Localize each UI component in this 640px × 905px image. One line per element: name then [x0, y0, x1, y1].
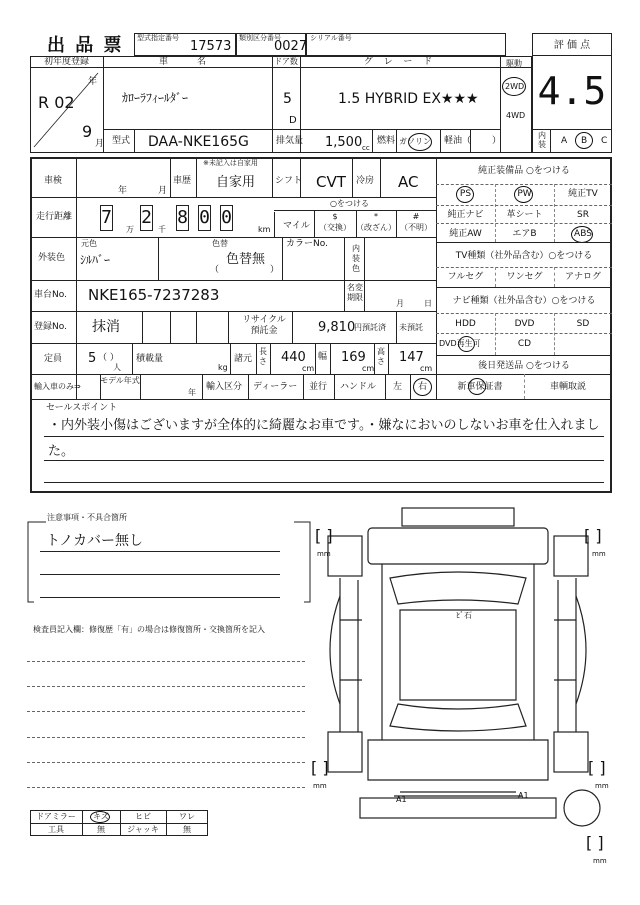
- recycle-label: リサイクル預託金: [242, 315, 286, 336]
- doors-value: 5: [283, 91, 292, 107]
- reg-label: 登録No.: [34, 322, 67, 332]
- damage-mark-a1-left: A1: [396, 795, 407, 804]
- fuel-options: ガソリン: [399, 137, 431, 146]
- equip-airbag: エアB: [512, 229, 537, 239]
- mm-label-fl: mm: [317, 550, 331, 558]
- sales-line-1: ・内外装小傷はございますが全体的に綺麗なお車です。・嫌なにおいのしないお車を仕入れまし: [48, 418, 600, 433]
- capacity-label: 定員: [44, 354, 63, 364]
- width-label: 幅: [318, 352, 328, 362]
- ship-manual: 車輌取説: [549, 382, 586, 392]
- ship-warranty: 新車保証書: [457, 382, 503, 392]
- handle-left: 左: [393, 382, 403, 392]
- displacement-unit: cc: [362, 144, 370, 152]
- dims-label: 諸元: [234, 354, 253, 364]
- form-title: 出 品 票: [47, 35, 124, 56]
- model-year-unit: 年: [188, 388, 196, 397]
- length-label: 長さ: [259, 347, 267, 366]
- history-value: 自家用: [216, 175, 256, 190]
- parallel-option: 並行: [309, 382, 328, 392]
- color-no-label: カラーNo.: [286, 239, 328, 249]
- width-value: 169: [341, 350, 366, 365]
- equip-ps-circle: [456, 186, 474, 203]
- chassis-value: NKE165-7237283: [88, 286, 220, 304]
- tv-analog: アナログ: [564, 272, 601, 282]
- interior-c: C: [601, 136, 608, 146]
- name-change-month: 月: [396, 299, 404, 308]
- damage-mark-a1-right: A1: [518, 791, 529, 800]
- hash-mark: #: [412, 212, 420, 221]
- capacity-paren: （ ）: [98, 353, 119, 363]
- history-note: ※未記入は自家用: [203, 159, 258, 167]
- grade-label: グ レ ー ド: [363, 57, 437, 67]
- tv-fullseg: フルセグ: [447, 272, 484, 282]
- navi-title: ナビ種類（社外品含む）○をつける: [452, 296, 596, 306]
- displacement-label: 排気量: [276, 136, 304, 146]
- capacity-unit: 人: [113, 363, 121, 372]
- sen-unit: 千: [158, 225, 166, 234]
- grade-value: 1.5 HYBRID EX★★★: [338, 91, 479, 107]
- length-value: 440: [281, 350, 306, 365]
- fuel-circle: [408, 133, 432, 151]
- model-year-label: モデル年式: [100, 376, 140, 385]
- tools-value: 無: [97, 825, 105, 834]
- navi-dvd: DVD: [514, 319, 535, 329]
- mirror-crack: ヒビ: [135, 812, 151, 821]
- name-change-label: 名変期限: [347, 283, 363, 302]
- serial-label: シリアル番号: [310, 34, 352, 42]
- tv-oneseg: ワンセグ: [506, 272, 543, 282]
- drive-4wd: 4WD: [506, 111, 526, 120]
- equipment-title: 純正装備品 ○をつける: [478, 166, 570, 176]
- navi-sd: SD: [576, 319, 590, 329]
- height-unit: cm: [420, 364, 433, 373]
- notes-text: トノカバー無し: [46, 533, 144, 549]
- interior-label: 内装: [538, 131, 546, 149]
- length-unit: cm: [302, 364, 315, 373]
- load-label: 積載量: [136, 354, 164, 364]
- dealer-option: ディーラー: [253, 382, 298, 392]
- mirror-scratch: キズ: [93, 812, 109, 821]
- doors-label: ドア数: [274, 57, 298, 66]
- first-reg-label: 初年度登録: [44, 57, 90, 67]
- dollar-mark: $: [332, 212, 338, 221]
- interior-a: A: [561, 136, 568, 146]
- mileage-label: 走行距離: [36, 212, 73, 222]
- mirror-label: ドアミラー: [36, 812, 76, 821]
- car-name-label: 車 名: [158, 57, 216, 67]
- katashiki-value: 17573: [190, 39, 232, 54]
- model-value: DAA-NKE165G: [148, 134, 249, 150]
- interior-color-label: 内装色: [352, 244, 360, 273]
- repaint-paren-close: ）: [270, 265, 280, 275]
- notes-bracket: [24, 518, 314, 608]
- navi-hdd: HDD: [455, 319, 476, 329]
- mile-label: マイル: [283, 221, 310, 231]
- repaint-paren-open: （: [210, 265, 220, 275]
- mm-label-fr: mm: [592, 550, 606, 558]
- mirror-break: ワレ: [179, 812, 195, 821]
- ruibetsu-value: 0027: [274, 39, 308, 54]
- first-reg-month: 9: [82, 122, 93, 141]
- repaint-label: 色替: [212, 239, 228, 248]
- shaken-month: 月: [158, 186, 168, 196]
- star-sub: （改ざん）: [356, 223, 396, 232]
- dollar-sub: （交換）: [319, 223, 351, 232]
- equip-sr: SR: [577, 210, 589, 220]
- diesel-close: ）: [492, 136, 502, 146]
- displacement-value: 1,500: [325, 135, 363, 150]
- ac-label: 冷房: [356, 176, 375, 186]
- navi-dvd-play: DVD再生可: [439, 339, 481, 348]
- navi-cd: CD: [517, 339, 532, 349]
- mirror-scratch-circle: [90, 811, 110, 823]
- ac-value: AC: [398, 173, 419, 191]
- handle-label: ハンドル: [340, 382, 377, 392]
- equip-ps: PS: [459, 189, 472, 199]
- car-name-value: ｶﾛｰﾗﾌｨｰﾙﾀﾞｰ: [122, 91, 189, 105]
- shaken-year: 年: [118, 186, 128, 196]
- star-mark: *: [374, 212, 378, 221]
- ship-title: 後日発送品 ○をつける: [478, 361, 570, 371]
- mileage-digit-2: 2: [140, 205, 153, 231]
- height-label: 高さ: [377, 347, 385, 366]
- recycle-status: 未預託: [399, 323, 423, 332]
- load-unit: kg: [218, 363, 228, 372]
- equip-abs-circle: [571, 226, 593, 243]
- man-unit: 万: [126, 225, 134, 234]
- notes-label: 注意事項・不具合箇所: [47, 513, 127, 522]
- hash-sub: （不明）: [400, 223, 432, 232]
- sales-label: セールスポイント: [46, 403, 118, 413]
- inspector-label: 検査員記入欄：修復歴「有」の場合は修復箇所・交換箇所を記入: [33, 625, 265, 634]
- equip-abs: ABS: [574, 229, 592, 239]
- handle-right: 右: [418, 382, 428, 392]
- reg-value: 抹消: [92, 319, 120, 335]
- jack-label: ジャッキ: [127, 825, 159, 834]
- diesel-label: 軽油（: [444, 136, 472, 146]
- orig-color-label: 元色: [81, 239, 97, 248]
- mileage-digit-3: 8: [176, 205, 189, 231]
- shift-label: シフト: [275, 176, 303, 186]
- equip-tv: 純正TV: [568, 189, 598, 199]
- ship-warranty-circle: [468, 378, 486, 395]
- recycle-unit: 円預託済: [354, 323, 386, 332]
- exterior-color-label: 外装色: [38, 253, 66, 263]
- sales-line-2: た。: [48, 444, 75, 459]
- mileage-digit-4: 0: [198, 205, 211, 231]
- mileage-digit-1: 7: [100, 205, 113, 231]
- width-unit: cm: [362, 364, 375, 373]
- model-label: 型式: [112, 136, 131, 146]
- history-label: 車歴: [173, 176, 192, 186]
- month-unit: 月: [95, 139, 105, 149]
- jack-value: 無: [183, 825, 191, 834]
- navi-dvd-play-circle: [458, 336, 475, 352]
- equip-pw-circle: [514, 186, 533, 203]
- import-label: 輸入車のみ⇒: [34, 382, 81, 391]
- car-damage-diagram: [300, 500, 630, 860]
- mm-label-rr: mm: [595, 782, 609, 790]
- mileage-tsukeru: ○をつける: [330, 199, 369, 208]
- equip-leather: 革シート: [506, 210, 543, 220]
- katashiki-label: 型式指定番号: [137, 34, 179, 42]
- equip-aw: 純正AW: [449, 229, 482, 239]
- orig-color-value: ｼﾙﾊﾞｰ: [80, 253, 111, 267]
- drive-2wd-circle: [502, 77, 526, 96]
- interior-b-circle: [575, 132, 593, 149]
- name-change-day: 日: [424, 299, 432, 308]
- door-type: D: [289, 115, 297, 126]
- score-value: 4.5: [537, 69, 607, 113]
- mm-label-spare: mm: [593, 857, 607, 865]
- capacity-value: 5: [88, 351, 97, 366]
- drive-label: 駆動: [506, 59, 522, 68]
- drive-2wd: 2WD: [505, 82, 525, 91]
- fuel-label: 燃料: [377, 136, 396, 146]
- recycle-value: 9,810: [318, 320, 356, 335]
- score-label: 評 価 点: [553, 40, 591, 51]
- chassis-label: 車台No.: [34, 290, 67, 300]
- tv-title: TV種類（社外品含む）○をつける: [455, 251, 593, 261]
- year-unit: 年: [88, 77, 98, 87]
- equip-pw: PW: [517, 189, 532, 199]
- damage-mark-stone-chip: ﾋﾞ石: [456, 611, 472, 620]
- interior-b: B: [581, 136, 588, 146]
- km-unit: km: [258, 225, 271, 234]
- first-reg-era: R 02: [38, 93, 75, 112]
- repaint-value: 色替無: [226, 252, 266, 267]
- mileage-digit-5: 0: [220, 205, 233, 231]
- ruibetsu-label: 類別区分番号: [239, 34, 281, 42]
- equip-navi: 純正ナビ: [447, 210, 484, 220]
- height-value: 147: [399, 350, 424, 365]
- tools-label: 工具: [48, 825, 64, 834]
- import-type-label: 輸入区分: [206, 382, 243, 392]
- shaken-label: 車検: [44, 176, 63, 186]
- handle-right-circle: [413, 378, 432, 396]
- mm-label-rl: mm: [313, 782, 327, 790]
- shift-value: CVT: [316, 173, 346, 191]
